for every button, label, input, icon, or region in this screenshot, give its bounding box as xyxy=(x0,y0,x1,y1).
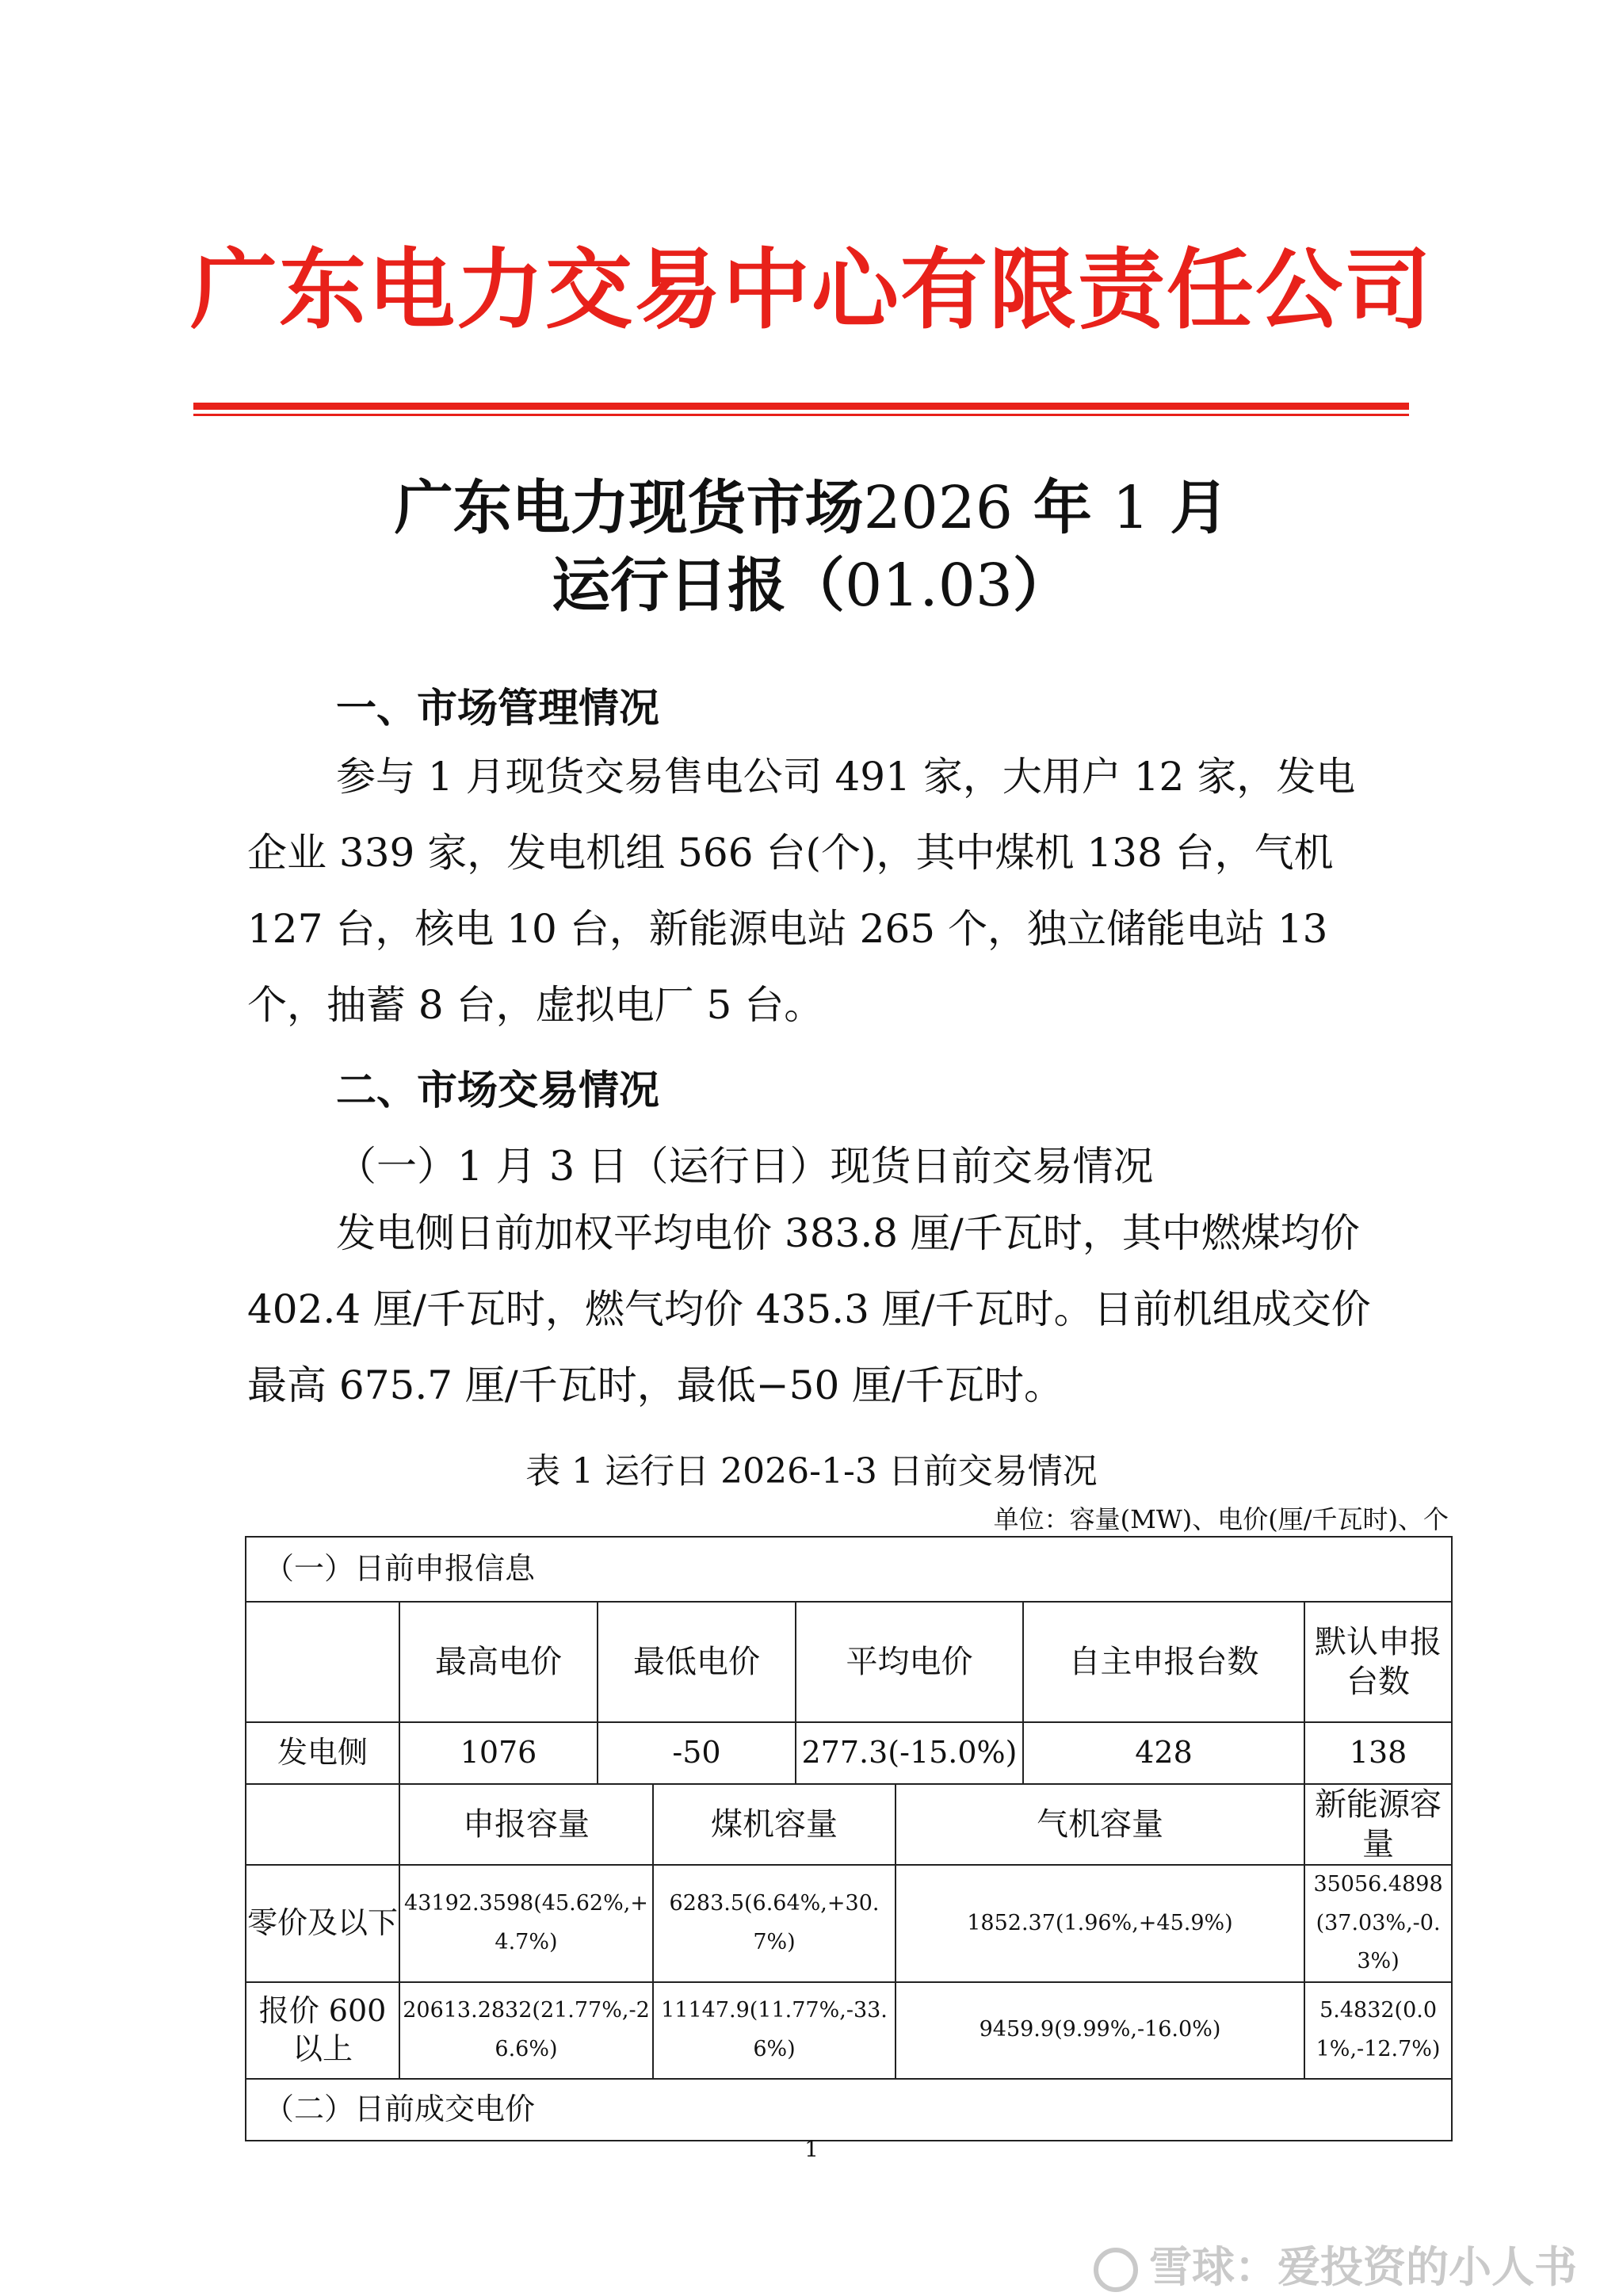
masthead-rule-thin xyxy=(193,414,1409,416)
section-b-header: （二）日前成交电价 xyxy=(246,2079,1452,2141)
header-avg-price: 平均电价 xyxy=(796,1602,1023,1722)
section2-heading: 二、市场交易情况 xyxy=(336,1068,660,1114)
title-year: 2026 xyxy=(863,474,1013,542)
header-blank-cell xyxy=(246,1602,399,1722)
watermark-text: 雪球：爱投资的小人书 xyxy=(1149,2242,1577,2292)
header-declared-capacity: 申报容量 xyxy=(399,1784,653,1865)
title-month: 1 xyxy=(1112,474,1150,542)
title-month-unit: 月 xyxy=(1170,474,1229,542)
report-title xyxy=(190,461,1433,545)
cell-self-declared: 428 xyxy=(1023,1722,1304,1784)
header-coal-capacity: 煤机容量 xyxy=(653,1784,896,1865)
cell-zero-coal: 6283.5(6.64%,+30.7%) xyxy=(653,1865,896,1982)
subtitle-suffix: ） xyxy=(1012,552,1071,620)
subtitle-date: 01.03 xyxy=(845,552,1013,620)
title-prefix: 广东电力现货市场 xyxy=(394,474,864,542)
cell-avg-price: 277.3(-15.0%) xyxy=(796,1722,1023,1784)
cell-zero-gas: 1852.37(1.96%,+45.9%) xyxy=(896,1865,1304,1982)
header-renewable-capacity: 新能源容量 xyxy=(1304,1784,1452,1865)
page-number: 1 xyxy=(804,2136,819,2162)
section1-heading: 一、市场管理情况 xyxy=(336,686,660,732)
section2-paragraph xyxy=(247,1195,1388,1423)
header-blank-cell-2 xyxy=(246,1784,399,1865)
cell-min-price: -50 xyxy=(598,1722,796,1784)
watermark xyxy=(1094,2233,1577,2294)
row-above-600-label: 报价 600 以上 xyxy=(246,1982,399,2079)
header-self-declared: 自主申报台数 xyxy=(1023,1602,1304,1722)
section1-paragraph-lead: 参与 1 月现货交易售电公司 491 家，大用户 12 家，发 xyxy=(336,754,1316,800)
cell-default-declared: 138 xyxy=(1304,1722,1452,1784)
header-default-declared: 默认申报台数 xyxy=(1304,1602,1452,1722)
cell-zero-declared: 43192.3598(45.62%,+4.7%) xyxy=(399,1865,653,1982)
section1-paragraph-rest: 电企业 339 家，发电机组 566 台(个)，其中煤机 138 台，气机 127 台，核电 10 台，新能源电站 265 个，独立储能电站 13 个，抽蓄 8 台，虚拟电厂 5 台。 xyxy=(247,754,1356,1028)
header-gas-capacity: 气机容量 xyxy=(896,1784,1304,1865)
cell-600-renewable: 5.4832(0.01%,-12.7%) xyxy=(1304,1982,1452,2079)
table-unit-note: 单位：容量(MW)、电价(厘/千瓦时)、个 xyxy=(993,1504,1449,1534)
header-min-price: 最低电价 xyxy=(598,1602,796,1722)
cell-600-coal: 11147.9(11.77%,-33.6%) xyxy=(653,1982,896,2079)
cell-max-price: 1076 xyxy=(399,1722,598,1784)
cell-600-gas: 9459.9(9.99%,-16.0%) xyxy=(896,1982,1304,2079)
header-max-price: 最高电价 xyxy=(399,1602,598,1722)
section2-paragraph-rest: 价 402.4 厘/千瓦时，燃气均价 435.3 厘/千瓦时。日前机组成交价最高 675.7 厘/千瓦时，最低−50 厘/千瓦时。 xyxy=(247,1210,1371,1408)
section2-paragraph-lead: 发电侧日前加权平均电价 383.8 厘/千瓦时，其中燃煤均 xyxy=(336,1210,1320,1256)
cell-600-declared: 20613.2832(21.77%,-26.6%) xyxy=(399,1982,653,2079)
section1-paragraph xyxy=(247,739,1388,1043)
table-caption: 表 1 运行日 2026-1-3 日前交易情况 xyxy=(525,1451,1098,1492)
section2-subheading: （一）1 月 3 日（运行日）现货日前交易情况 xyxy=(336,1144,1154,1190)
section-a-header: （一）日前申报信息 xyxy=(246,1537,1452,1602)
day-ahead-table xyxy=(245,1536,1453,2141)
snowball-logo-icon xyxy=(1094,2248,1138,2292)
row-zero-price-label: 零价及以下 xyxy=(246,1865,399,1982)
cell-zero-renewable: 35056.4898(37.03%,-0.3%) xyxy=(1304,1865,1452,1982)
masthead-rule-thick xyxy=(193,403,1409,410)
subtitle-prefix: 运行日报（ xyxy=(552,552,846,620)
row-generation-label: 发电侧 xyxy=(246,1722,399,1784)
title-year-unit: 年 xyxy=(1033,474,1092,542)
org-masthead: 广东电力交易中心有限责任公司 xyxy=(190,239,1433,341)
report-subtitle xyxy=(190,539,1433,623)
